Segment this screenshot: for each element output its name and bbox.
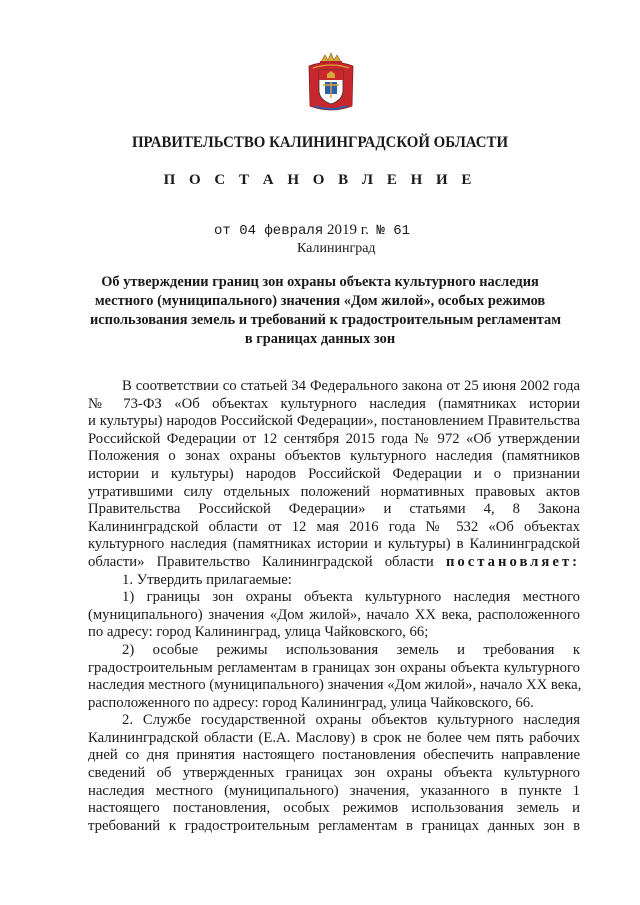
coat-of-arms-icon xyxy=(305,52,357,114)
body-line: 2. Службе государственной охраны объектов культурного наследия xyxy=(122,712,580,729)
item-1-heading: 1. Утвердить прилагаемые: xyxy=(122,571,292,588)
body-line: Калининградской области (Е.А. Маслову) в срок не более чем пять рабочих xyxy=(88,729,580,746)
date-prefix: от 04 февраля xyxy=(214,223,324,239)
document-number: № 61 xyxy=(376,223,411,239)
body-line: дней со дня принятия настоящего постановления обеспечить направление xyxy=(88,747,580,764)
body-line: и культуры) народов Российской Федерации», постановлением Правительства xyxy=(88,413,580,430)
city: Калининград xyxy=(297,241,376,256)
document-type: П О С Т А Н О В Л Е Н И Е xyxy=(163,172,477,188)
government-title: ПРАВИТЕЛЬСТВО КАЛИНИНГРАДСКОЙ ОБЛАСТИ xyxy=(131,134,509,151)
body-line: 1) границы зон охраны объекта культурного наследия местного xyxy=(122,589,580,606)
subject-line: местного (муниципального) значения «Дом жилой», особых режимов xyxy=(94,293,546,309)
body-line-text: области» Правительство Калининградской области xyxy=(88,553,434,570)
date-line xyxy=(214,222,410,239)
subject-line: использования земель и требований к градостроительным регламентам xyxy=(90,312,562,328)
body-line: настоящего постановления, особых режимов использования земель и xyxy=(88,800,580,817)
document-body xyxy=(88,378,580,835)
document-subject xyxy=(90,273,562,349)
body-line: 2) особые режимы использования земель и требования к xyxy=(122,641,580,658)
body-line: Положения о зонах охраны объектов культурного наследия (памятников xyxy=(88,448,580,465)
body-line: (муниципального) значения «Дом жилой», начало XX века, расположенного xyxy=(88,606,580,623)
body-line: расположенного по адресу: город Калининград, улица Чайковского, 66. xyxy=(88,694,534,711)
subject-line: в границах данных зон xyxy=(244,331,396,347)
body-line: утратившими силу отдельных положений нормативных правовых актов xyxy=(88,483,580,500)
body-line: истории и культуры) народов Российской Федерации и о признании xyxy=(88,465,580,482)
body-line: культурного наследия (памятниках истории и культуры) в Калининградской xyxy=(88,536,580,553)
date-year: 2019 г. xyxy=(326,222,369,238)
body-line xyxy=(88,554,580,572)
body-line: сведений об утвержденных границах зон охраны объекта культурного xyxy=(88,765,580,782)
body-line: требований к градостроительным регламентам в границах данных зон в xyxy=(88,817,580,834)
body-line: В соответствии со статьей 34 Федерального закона от 25 июня 2002 года xyxy=(122,378,580,394)
body-line: Правительства Российской Федерации» и статьями 4, 8 Закона xyxy=(88,501,580,518)
body-line: Российской Федерации от 12 сентября 2015 года № 972 «Об утверждении xyxy=(88,430,580,447)
resolves-keyword: постановляет: xyxy=(445,553,580,570)
body-line: по адресу: город Калининград, улица Чайковского, 66; xyxy=(88,624,429,641)
body-line: Калининградской области от 12 мая 2016 года № 532 «Об объектах xyxy=(88,518,580,535)
body-line: наследия местного (муниципального) значения, указанного в пункте 1 xyxy=(88,782,580,799)
body-line: градостроительным регламентам в границах зон охраны объекта культурного xyxy=(88,659,580,676)
body-line: наследия местного (муниципального) значения «Дом жилой», начало XX века, xyxy=(88,677,582,694)
subject-line: Об утверждении границ зон охраны объекта культурного наследия xyxy=(101,274,539,290)
body-line: № 73-ФЗ «Об объектах культурного наследия (памятниках истории xyxy=(88,395,580,412)
